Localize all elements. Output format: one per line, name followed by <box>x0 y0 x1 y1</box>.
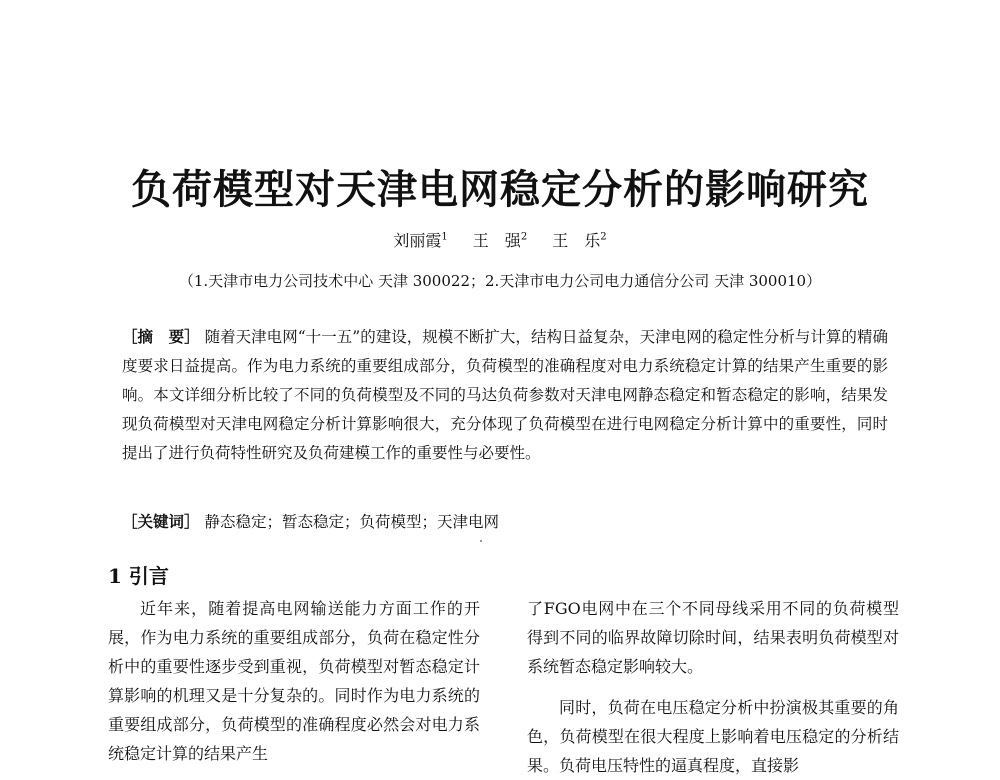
keywords-text: 静态稳定；暂态稳定；负荷模型；天津电网 <box>204 513 499 531</box>
scan-dot <box>480 540 482 542</box>
author-2: 王 强$^2$ <box>472 231 528 250</box>
right-paragraph-2: 同时，负荷在电压稳定分析中扮演极其重要的角色，负荷模型在很大程度上影响着电压稳定的分析结果。负荷电压特性的逼真程度，直接影 <box>527 698 899 775</box>
author-3: 王 乐$^2$ <box>552 231 607 250</box>
author-list <box>0 228 1000 251</box>
paper-title: 负荷模型对天津电网稳定分析的影响研究 <box>131 166 869 213</box>
abstract-text: 随着天津电网“十一五”的建设，规模不断扩大，结构日益复杂，天津电网的稳定性分析与计算的精确度要求日益提高。作为电力系统的重要组成部分，负荷模型的准确程度对电力系统稳定计算的结果产生重要的影响。本文详细分析比较了不同的负荷模型及不同的马达负荷参数对天津电网静态稳定和暂态稳定的影响，结果发现负荷模型对天津电网稳定分析计算影响很大，充分体现了负荷模型在进行电网稳定分析计算中的重要性，同时提出了进行负荷特性研究及负荷建模工作的重要性与必要性。 <box>122 328 888 462</box>
author-1: 刘丽霞$^1$ <box>393 231 448 250</box>
keywords <box>122 510 888 532</box>
affiliation: （1.天津市电力公司技术中心 天津 300022；2.天津市电力公司电力通信分公司 天津 300010） <box>178 272 822 290</box>
section-heading: 1 引言 <box>108 564 169 588</box>
right-column <box>527 594 899 780</box>
left-column <box>108 594 480 768</box>
right-paragraph-1: 了FGO电网中在三个不同母线采用不同的负荷模型得到不同的临界故障切除时间，结果表明负荷模型对系统暂态稳定影响较大。 <box>527 599 899 676</box>
left-paragraph: 近年来，随着提高电网输送能力方面工作的开展，作为电力系统的重要组成部分，负荷在稳定性分析中的重要性逐步受到重视，负荷模型对暂态稳定计算影响的机理又是十分复杂的。同时作为电力系统的重要组成部分，负荷模型的准确程度必然会对电力系统稳定计算的结果产生 <box>108 599 480 763</box>
keywords-label: ［关键词］ <box>122 512 200 531</box>
abstract-label: ［摘 要］ <box>122 327 200 346</box>
abstract <box>122 322 888 468</box>
